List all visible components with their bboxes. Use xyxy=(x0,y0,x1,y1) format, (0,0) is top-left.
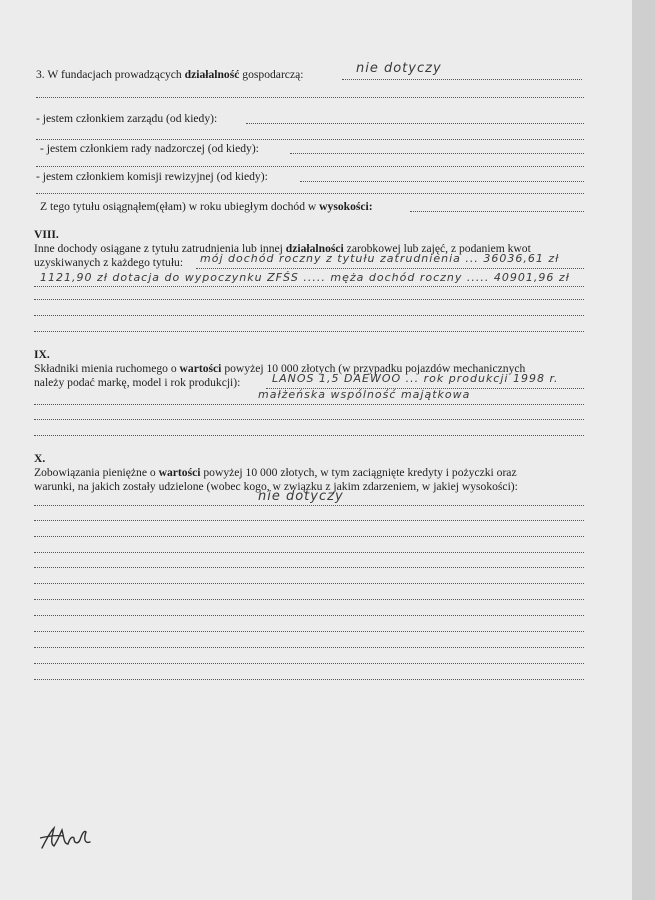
ix-line1-b: powyżej 10 000 złotych (w przypadku pojazdów mechanicznych xyxy=(224,362,526,375)
item3-rest: gospodarczą: xyxy=(242,68,304,81)
supervisory-member-label: - jestem członkiem rady nadzorczej (od kiedy): xyxy=(40,142,259,155)
dotted-line xyxy=(34,598,584,600)
dotted-line xyxy=(34,504,584,506)
dotted-line xyxy=(410,210,584,212)
income-label: Z tego tytułu osiągnąłem(ęłam) w roku ubiegłym dochód w xyxy=(40,200,317,213)
section-x-line1 xyxy=(34,466,517,479)
dotted-line xyxy=(36,96,584,98)
ix-answer-1: LANOS 1,5 DAEWOO ... rok produkcji 1998 r. xyxy=(272,372,559,385)
dotted-line xyxy=(34,678,584,680)
ix-line1-a: Składniki mienia ruchomego o xyxy=(34,362,177,375)
item3-label: 3. W fundacjach prowadzących xyxy=(36,68,182,81)
board-member-label: - jestem członkiem zarządu (od kiedy): xyxy=(36,112,218,125)
dotted-line xyxy=(36,165,584,167)
x-line1-bold: wartości xyxy=(158,466,201,479)
x-answer: nie dotyczy xyxy=(258,489,344,504)
section-x-line2: warunki, na jakich zostały udzielone (wobec kogo, w związku z jakim zdarzeniem, w jakiej wysokości): xyxy=(34,480,518,493)
income-bold: wysokości: xyxy=(319,200,373,213)
item3-bold: działalność xyxy=(184,68,240,81)
dotted-line xyxy=(36,192,584,194)
viii-line1-bold: działalności xyxy=(285,242,344,255)
dotted-line xyxy=(300,180,584,182)
ix-line1-bold: wartości xyxy=(179,362,222,375)
dotted-line xyxy=(290,152,584,154)
dotted-line xyxy=(34,535,584,537)
section-ix-line2: należy podać markę, model i rok produkcji): xyxy=(34,376,241,389)
dotted-line xyxy=(34,285,584,287)
signature-drawing xyxy=(38,818,98,858)
dotted-line xyxy=(34,662,584,664)
signature xyxy=(38,818,98,863)
dotted-line xyxy=(34,614,584,616)
dotted-line xyxy=(34,434,584,436)
section-ix-heading: IX. xyxy=(34,348,50,361)
ix-answer-2: małżeńska wspólność majątkowa xyxy=(258,388,471,401)
dotted-line xyxy=(34,630,584,632)
x-line1-a: Zobowiązania pieniężne o xyxy=(34,466,156,479)
dotted-line xyxy=(34,566,584,568)
dotted-line xyxy=(34,582,584,584)
dotted-line xyxy=(34,330,584,332)
scan-edge xyxy=(632,0,655,900)
item3-question xyxy=(36,68,303,81)
dotted-line xyxy=(196,267,584,269)
income-question xyxy=(40,200,373,213)
dotted-line xyxy=(34,551,584,553)
dotted-line xyxy=(342,78,582,80)
viii-line1-b: zarobkowej lub zajęć, z podaniem kwot xyxy=(346,242,531,255)
dotted-line xyxy=(246,122,584,124)
section-x-heading: X. xyxy=(34,452,46,465)
viii-line1-a: Inne dochody osiągane z tytułu zatrudnienia lub innej xyxy=(34,242,283,255)
x-line1-b: powyżej 10 000 złotych, w tym zaciągnięte kredyty i pożyczki oraz xyxy=(203,466,517,479)
section-viii-heading: VIII. xyxy=(34,228,59,241)
dotted-line xyxy=(34,519,584,521)
item3-answer: nie dotyczy xyxy=(356,61,442,76)
viii-answer-1: mój dochód roczny z tytułu zatrudnienia ... 36036,61 zł xyxy=(200,252,560,265)
section-viii-line2: uzyskiwanych z każdego tytułu: xyxy=(34,256,184,269)
audit-member-label: - jestem członkiem komisji rewizyjnej (od kiedy): xyxy=(36,170,268,183)
dotted-line xyxy=(34,314,584,316)
dotted-line xyxy=(34,418,584,420)
dotted-line xyxy=(34,298,584,300)
dotted-line xyxy=(34,403,584,405)
dotted-line xyxy=(34,646,584,648)
viii-answer-2: 1121,90 zł dotacja do wypoczynku ZFŚS ..... męża dochód roczny ..... 40901,96 zł xyxy=(40,271,570,284)
dotted-line xyxy=(36,138,584,140)
